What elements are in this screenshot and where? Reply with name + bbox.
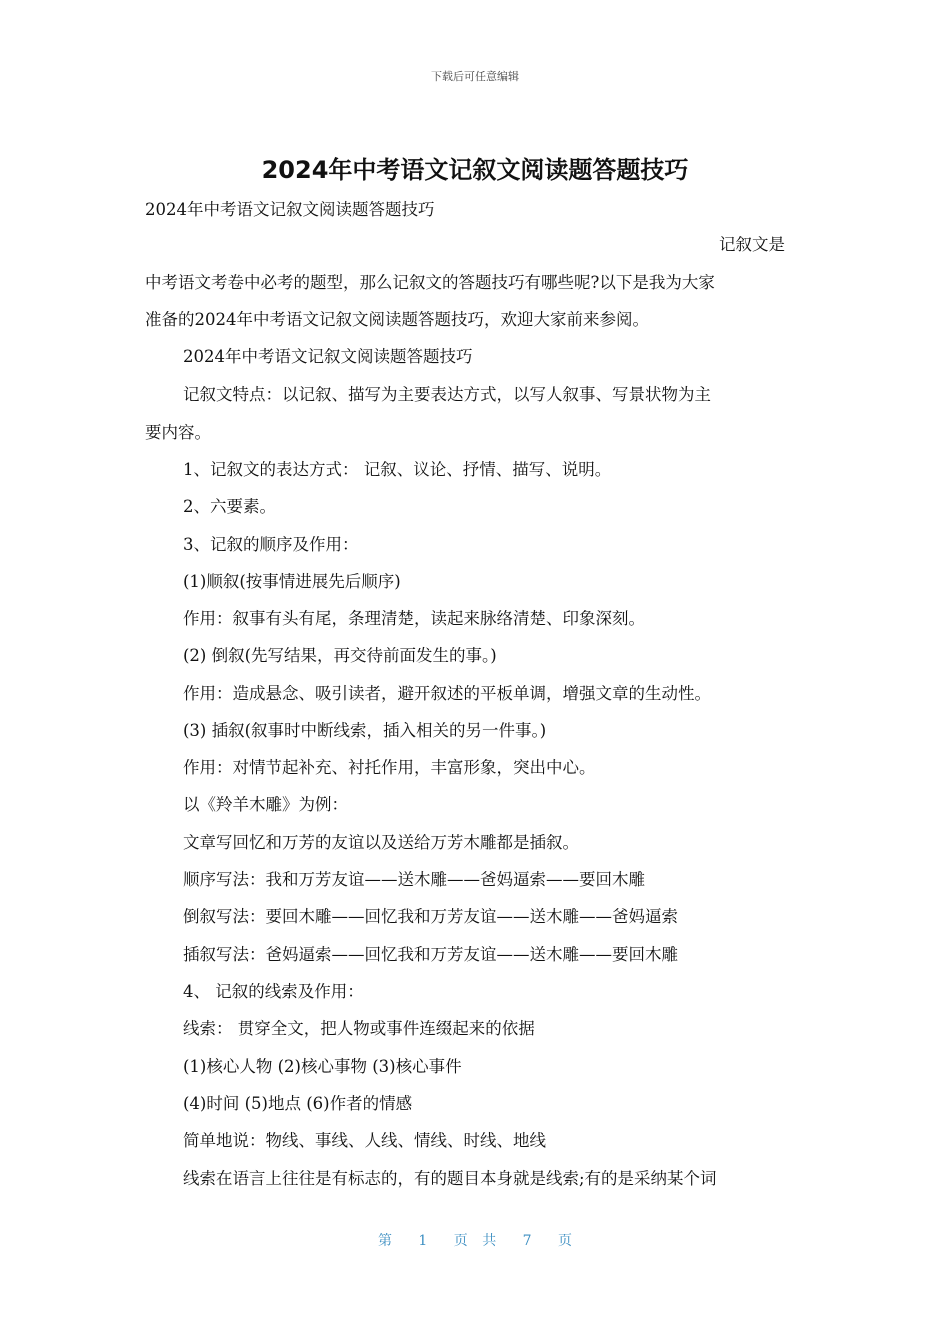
paragraph-line: 作用：叙事有头有尾，条理清楚，读起来脉络清楚、印象深刻。 (183, 609, 645, 628)
header-note: 下载后可任意编辑 (431, 70, 519, 83)
paragraph-line: 要内容。 (145, 423, 211, 442)
paragraph-line: 3、记叙的顺序及作用： (183, 535, 359, 554)
paragraph-line: 2024年中考语文记叙文阅读题答题技巧 (183, 347, 473, 366)
paragraph-line: (1)顺叙(按事情进展先后顺序) (183, 572, 401, 591)
paragraph-line: 作用：造成悬念、吸引读者，避开叙述的平板单调，增强文章的生动性。 (183, 684, 711, 703)
paragraph-line: 线索： 贯穿全文，把人物或事件连缀起来的依据 (183, 1019, 535, 1038)
footer-suffix: 页 (558, 1233, 573, 1249)
footer-total-pages: 7 (522, 1233, 532, 1249)
paragraph-line: 插叙写法：爸妈逼索——回忆我和万芳友谊——送木雕——要回木雕 (183, 945, 678, 964)
paragraph-line: 4、 记叙的线索及作用： (183, 982, 364, 1001)
paragraph-line: 2024年中考语文记叙文阅读题答题技巧 (145, 200, 435, 219)
paragraph-line: 作用：对情节起补充、衬托作用，丰富形象，突出中心。 (183, 758, 596, 777)
paragraph-line: 简单地说：物线、事线、人线、情线、时线、地线 (183, 1131, 546, 1150)
paragraph-line: 2、六要素。 (183, 497, 276, 516)
footer-prefix: 第 (377, 1233, 392, 1249)
page-footer (0, 1230, 950, 1250)
paragraph-line: 记叙文是 (719, 235, 785, 254)
paragraph-line: 顺序写法：我和万芳友谊——送木雕——爸妈逼索——要回木雕 (183, 870, 645, 889)
paragraph-line: 1、记叙文的表达方式： 记叙、议论、抒情、描写、说明。 (183, 460, 612, 479)
paragraph-line: 中考语文考卷中必考的题型，那么记叙文的答题技巧有哪些呢?以下是我为大家 (145, 273, 715, 292)
footer-current-page: 1 (418, 1233, 428, 1249)
paragraph-line: (3) 插叙(叙事时中断线索，插入相关的另一件事。) (183, 721, 547, 740)
paragraph-line: 记叙文特点：以记叙、描写为主要表达方式，以写人叙事、写景状物为主 (183, 385, 711, 404)
paragraph-line: 倒叙写法：要回木雕——回忆我和万芳友谊——送木雕——爸妈逼索 (183, 907, 678, 926)
paragraph-line: 准备的2024年中考语文记叙文阅读题答题技巧，欢迎大家前来参阅。 (145, 310, 649, 329)
paragraph-line: (2) 倒叙(先写结果，再交待前面发生的事。) (183, 646, 497, 665)
footer-middle: 页 共 (453, 1233, 497, 1249)
paragraph-line: (1)核心人物 (2)核心事物 (3)核心事件 (183, 1057, 462, 1076)
paragraph-line: 以《羚羊木雕》为例： (183, 795, 348, 814)
paragraph-line: (4)时间 (5)地点 (6)作者的情感 (183, 1094, 413, 1113)
document-title: 2024年中考语文记叙文阅读题答题技巧 (261, 156, 689, 184)
paragraph-line: 线索在语言上往往是有标志的，有的题目本身就是线索;有的是采纳某个词 (183, 1169, 717, 1188)
paragraph-line: 文章写回忆和万芳的友谊以及送给万芳木雕都是插叙。 (183, 833, 579, 852)
